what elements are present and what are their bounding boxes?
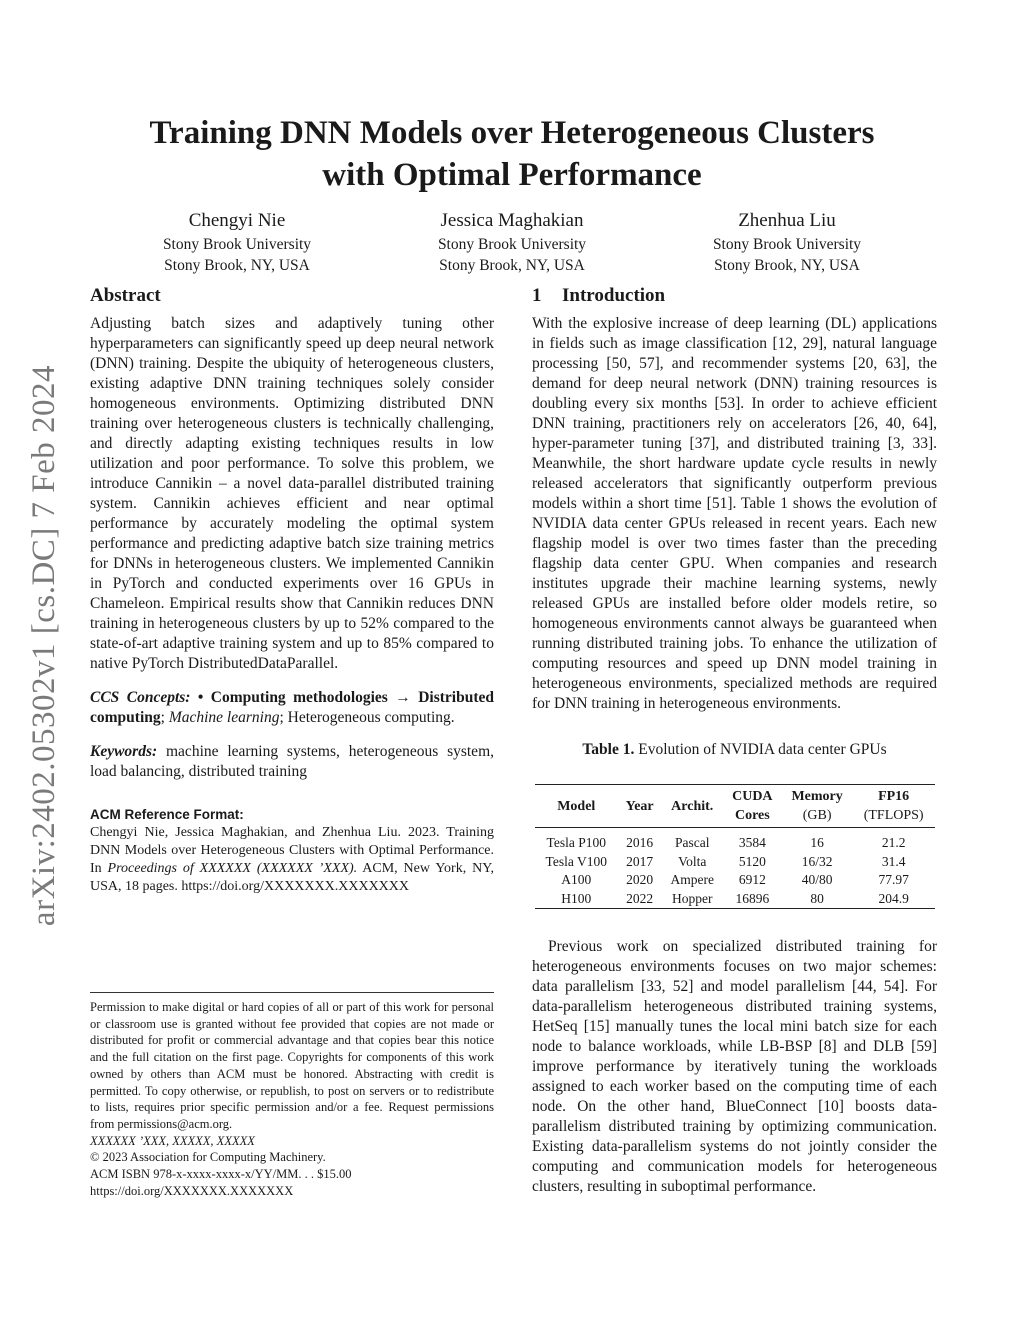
cell-architecture: Hopper xyxy=(671,890,713,906)
acm-reference-publisher: ACM, New York, NY, USA, 18 pages. https://doi.org/XXXXXXX.XXXXXXX xyxy=(90,861,494,894)
acm-reference-text xyxy=(90,824,494,896)
author-name: Zhenhua Liu xyxy=(738,210,836,231)
isbn-line: ACM ISBN 978-x-xxxx-xxxx-x/YY/MM. . . $15.00 xyxy=(90,1167,352,1182)
header-architecture: Archit. xyxy=(671,798,714,814)
introduction-paragraph-1: With the explosive increase of deep learning (DL) applications in fields such as image classification [12, 29], natural language processing [50, 57], and recommender systems [20, 63], the demand for deep neural network (DNN) training resources is doubling every six months [53]. In order to achieve efficient DNN training, practitioners rely on accelerators [26, 40, 64], hyper-parameter tuning [37], and distributed training [3, 33]. Meanwhile, the short hardware update cycle results in newly released accelerators that significantly outperform previous models within a short time [51]. Table 1 shows the evolution of NVIDIA data center GPUs released in recent years. Each new flagship model is over two times faster than the preceding flagship data center GPU. When companies and research institutes upgrade their machine learning systems, newly released GPUs are installed before older models retire, so homogeneous environments cannot always be guaranteed when running distributed training jobs. To enhance the utilization of computing resources and speed up DNN model training in heterogeneous environments, specialized methods are required for DNN training in heterogeneous environments. xyxy=(532,315,937,712)
paper-title xyxy=(90,112,934,196)
cell-year: 2017 xyxy=(626,853,654,869)
cell-cuda-cores: 6912 xyxy=(738,872,766,887)
keywords-text: machine learning systems, heterogeneous system, load balancing, distributed training xyxy=(90,743,494,780)
cell-year: 2020 xyxy=(626,872,654,887)
ccs-secondary-concept: Machine learning xyxy=(168,709,280,726)
author-name: Jessica Maghakian xyxy=(440,210,584,231)
acm-reference-venue: Proceedings of XXXXXX (XXXXXX ’XXX). xyxy=(107,861,358,876)
cell-memory: 16 xyxy=(810,835,824,850)
introduction-paragraph-2: Previous work on specialized distributed training for heterogeneous environments focuses on two major schemes: data parallelism [33, 52] and model parallelism [44, 54]. For data-parallelism heterogeneous distributed training systems, HetSeq [15] manually tunes the local mini batch size for each node to balance workloads, while LB-BSP [8] and DLB [59] improve performance by iteratively tuning the workloads assigned to each worker based on the computing time of each node. On the other hand, BlueConnect [10] boosts data-parallelism distributed training by optimizing communication. Existing data-parallelism systems do not jointly consider the computing and communication models for heterogeneous clusters, resulting in suboptimal performance. xyxy=(532,938,937,1195)
cell-fp16: 21.2 xyxy=(881,835,906,850)
cell-year: 2022 xyxy=(626,890,654,906)
table-caption xyxy=(532,740,937,760)
author-affiliation: Stony Brook University xyxy=(162,236,312,253)
header-year: Year xyxy=(625,798,654,814)
acm-reference-label: ACM Reference Format: xyxy=(90,807,244,822)
header-model: Model xyxy=(557,798,596,814)
cell-architecture: Volta xyxy=(678,853,707,869)
table-row xyxy=(535,853,935,872)
abstract-text: Adjusting batch sizes and adaptively tuning other hyperparameters can significantly speed up deep neural network (DNN) training. Despite the ubiquity of heterogeneous clusters, existing adaptive DNN training techniques solely consider homogeneous environments. Optimizing distributed DNN training over heterogeneous clusters is technically challenging, and directly adapting existing techniques results in low utilization and poor performance. To solve this problem, we introduce Cannikin – a novel data-parallel distributed training system. Cannikin achieves efficient and near optimal performance by accurately modeling the optimal system performance and predicting adaptive batch size training metrics for DNNs in heterogeneous clusters. We implemented Cannikin in PyTorch and conducted experiments over 16 GPUs in Chameleon. Empirical results show that Cannikin reduces DNN training in heterogeneous clusters by up to 52% compared to the state-of-art adaptive training system and up to 85% compared to native PyTorch DistributedDataParallel. xyxy=(90,315,494,672)
cell-model: H100 xyxy=(561,890,592,906)
cell-fp16: 204.9 xyxy=(878,890,909,906)
header-cuda-bottom: Cores xyxy=(734,808,770,823)
cell-architecture: Ampere xyxy=(670,872,714,887)
cell-memory: 16/32 xyxy=(801,853,833,869)
cell-model: Tesla P100 xyxy=(546,835,606,850)
acm-reference-citation: Chengyi Nie, Jessica Maghakian, and Zhenhua Liu. 2023. Training DNN Models over Heterogeneous Clusters with Optimal Performance. In xyxy=(90,825,494,876)
author-location: Stony Brook, NY, USA xyxy=(164,257,310,274)
table-caption-label: Table 1. xyxy=(582,741,635,758)
author-1 xyxy=(100,208,374,276)
cell-memory: 40/80 xyxy=(801,872,833,887)
cell-model: A100 xyxy=(561,872,592,887)
header-fp16 xyxy=(853,785,935,828)
cell-memory: 80 xyxy=(810,890,824,906)
copyright-line: © 2023 Association for Computing Machinery. xyxy=(90,1150,326,1165)
acm-reference-format xyxy=(90,806,494,896)
table-row xyxy=(535,890,935,909)
title-line-2: with Optimal Performance xyxy=(322,157,702,193)
author-affiliation: Stony Brook University xyxy=(437,236,587,253)
keywords xyxy=(90,742,494,782)
section-number: 1 xyxy=(532,285,542,306)
arxiv-identifier-stamp xyxy=(20,360,70,930)
author-location: Stony Brook, NY, USA xyxy=(714,257,860,274)
cell-model: Tesla V100 xyxy=(545,853,607,869)
title-line-1: Training DNN Models over Heterogeneous Clusters xyxy=(149,115,875,151)
author-3 xyxy=(650,208,924,276)
left-column xyxy=(90,284,494,896)
abstract-heading: Abstract xyxy=(90,285,161,306)
introduction-heading xyxy=(532,284,937,308)
keywords-label: Keywords: xyxy=(90,743,158,760)
permission-footnote xyxy=(90,992,494,1199)
ccs-concepts xyxy=(90,688,494,728)
right-column xyxy=(532,284,937,1197)
header-cuda-cores xyxy=(723,785,781,828)
ccs-separator: ; xyxy=(160,709,169,726)
header-fp16-top: FP16 xyxy=(878,789,910,804)
author-2 xyxy=(375,208,649,276)
conference-line xyxy=(90,1133,494,1150)
table-row xyxy=(535,871,935,890)
cell-fp16: 31.4 xyxy=(881,853,906,869)
ccs-remaining-concepts: ; Heterogeneous computing. xyxy=(279,709,455,726)
header-cuda-top: CUDA xyxy=(732,789,773,804)
cell-architecture: Pascal xyxy=(674,835,710,850)
cell-cuda-cores: 16896 xyxy=(735,890,770,906)
ccs-primary-concept: • Computing methodologies → Distributed computing xyxy=(90,689,494,726)
conference-name: XXXXXX ’XXX, XXXXX, XXXXX xyxy=(90,1133,255,1148)
table-row xyxy=(535,828,935,853)
cell-cuda-cores: 3584 xyxy=(738,835,766,850)
header-fp16-unit: (TFLOPS) xyxy=(863,808,924,823)
header-memory-unit: (GB) xyxy=(802,808,832,823)
cell-cuda-cores: 5120 xyxy=(738,853,766,869)
author-name: Chengyi Nie xyxy=(188,210,286,231)
gpu-evolution-table xyxy=(535,784,935,909)
arxiv-identifier-text: arXiv:2402.05302v1 [cs.DC] 7 Feb 2024 xyxy=(26,364,63,926)
table-header-row xyxy=(535,785,935,828)
permission-text: Permission to make digital or hard copies of all or part of this work for personal or classroom use is granted without fee provided that copies are not made or distributed for profit or commercial advantage and that copies bear this notice and the full citation on the first page. Copyrights for components of this work owned by others than ACM must be honored. Abstracting with credit is permitted. To copy otherwise, or republish, to post on servers or to redistribute to lists, requires prior specific permission and/or a fee. Request permissions from permissions@acm.org. xyxy=(90,1000,494,1131)
cell-fp16: 77.97 xyxy=(878,872,909,887)
author-affiliation: Stony Brook University xyxy=(712,236,862,253)
header-memory xyxy=(781,785,852,828)
section-title: Introduction xyxy=(562,285,666,306)
author-location: Stony Brook, NY, USA xyxy=(439,257,585,274)
cell-year: 2016 xyxy=(626,835,654,850)
table-caption-text: Evolution of NVIDIA data center GPUs xyxy=(634,741,887,758)
header-memory-top: Memory xyxy=(791,789,843,804)
ccs-label: CCS Concepts: xyxy=(90,689,191,706)
doi-line: https://doi.org/XXXXXXX.XXXXXXX xyxy=(90,1183,294,1198)
